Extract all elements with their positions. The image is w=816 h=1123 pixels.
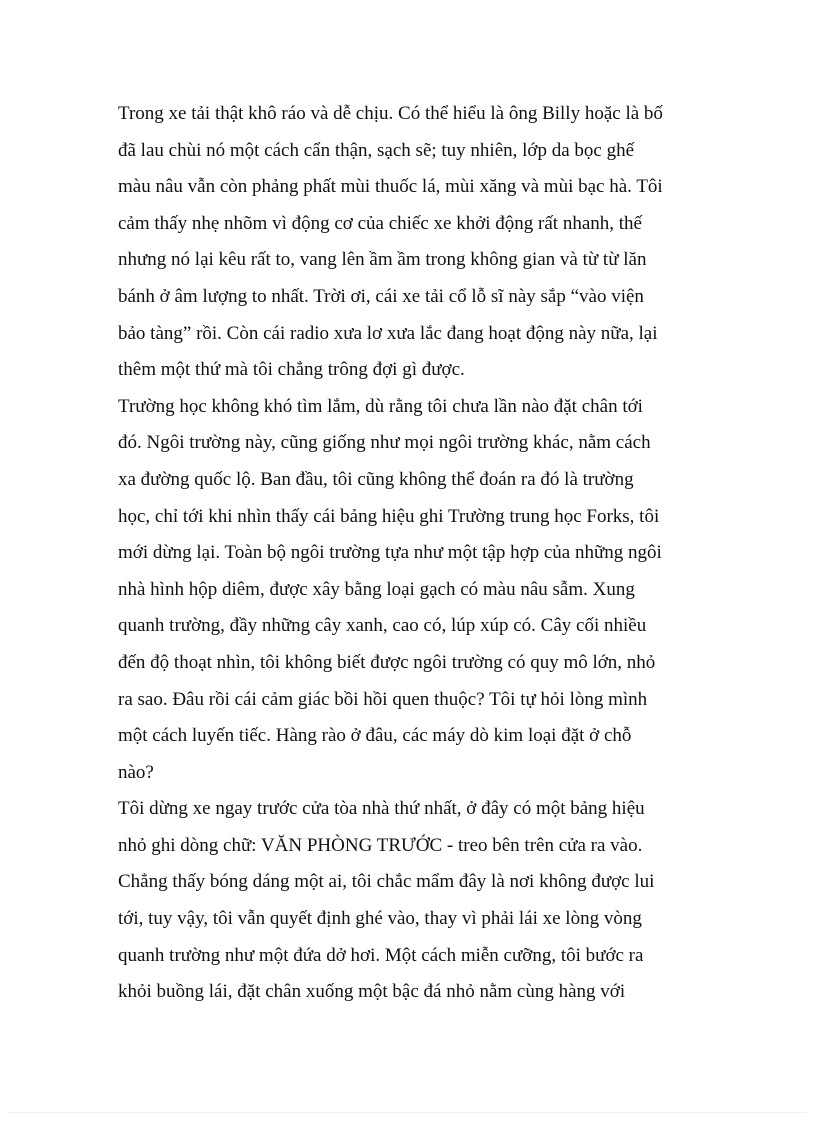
text-line: Tôi dừng xe ngay trước cửa tòa nhà thứ nhất, ở đây có một bảng hiệu xyxy=(118,798,645,820)
text-line: bảo tàng” rồi. Còn cái radio xưa lơ xưa lắc đang hoạt động này nữa, lại xyxy=(118,322,658,344)
text-line: xa đường quốc lộ. Ban đầu, tôi cũng không thể đoán ra đó là trường xyxy=(118,468,634,490)
text-line: đó. Ngôi trường này, cũng giống như mọi ngôi trường khác, nằm cách xyxy=(118,432,651,454)
text-line: thêm một thứ mà tôi chẳng trông đợi gì được. xyxy=(118,359,465,381)
text-line: khỏi buồng lái, đặt chân xuống một bậc đá nhỏ nằm cùng hàng với xyxy=(118,981,626,1003)
text-line: đến độ thoạt nhìn, tôi không biết được ngôi trường có quy mô lớn, nhỏ xyxy=(118,651,656,673)
text-line: nhỏ ghi dòng chữ: VĂN PHÒNG TRƯỚC - treo bên trên cửa ra vào. xyxy=(118,834,643,856)
text-line: nhưng nó lại kêu rất to, vang lên ầm ầm trong không gian và từ từ lăn xyxy=(118,249,647,271)
paragraph-1 xyxy=(118,96,700,389)
paragraph-3 xyxy=(118,791,700,1011)
text-line: nhà hình hộp diêm, được xây bằng loại gạch có màu nâu sẫm. Xung xyxy=(118,578,635,600)
paragraph-2 xyxy=(118,389,700,792)
text-line: quanh trường, đầy những cây xanh, cao có, lúp xúp có. Cây cối nhiều xyxy=(118,615,647,637)
text-line: bánh ở âm lượng to nhất. Trời ơi, cái xe tải cổ lỗ sĩ này sắp “vào viện xyxy=(118,285,644,307)
page-bottom-divider xyxy=(10,1112,806,1113)
text-line: quanh trường như một đứa dở hơi. Một cách miễn cưỡng, tôi bước ra xyxy=(118,944,644,966)
text-line: ra sao. Đâu rồi cái cảm giác bồi hồi quen thuộc? Tôi tự hỏi lòng mình xyxy=(118,688,648,710)
text-line: Chẳng thấy bóng dáng một ai, tôi chắc mẩm đây là nơi không được lui xyxy=(118,871,655,893)
text-line: Trong xe tải thật khô ráo và dễ chịu. Có thể hiểu là ông Billy hoặc là bố xyxy=(118,103,663,124)
body-text xyxy=(118,96,700,1011)
text-line: màu nâu vẫn còn phảng phất mùi thuốc lá, mùi xăng và mùi bạc hà. Tôi xyxy=(118,176,663,198)
text-line: Trường học không khó tìm lắm, dù rằng tôi chưa lần nào đặt chân tới xyxy=(118,395,643,417)
text-line: tới, tuy vậy, tôi vẫn quyết định ghé vào, thay vì phải lái xe lòng vòng xyxy=(118,908,642,930)
text-line: mới dừng lại. Toàn bộ ngôi trường tựa như một tập hợp của những ngôi xyxy=(118,542,662,564)
text-line: một cách luyến tiếc. Hàng rào ở đâu, các máy dò kim loại đặt ở chỗ xyxy=(118,725,632,747)
text-line: học, chỉ tới khi nhìn thấy cái bảng hiệu ghi Trường trung học Forks, tôi xyxy=(118,505,660,527)
text-line: cảm thấy nhẹ nhõm vì động cơ của chiếc xe khởi động rất nhanh, thế xyxy=(118,212,642,234)
text-line: nào? xyxy=(118,761,154,783)
text-line: đã lau chùi nó một cách cẩn thận, sạch sẽ; tuy nhiên, lớp da bọc ghế xyxy=(118,139,635,161)
